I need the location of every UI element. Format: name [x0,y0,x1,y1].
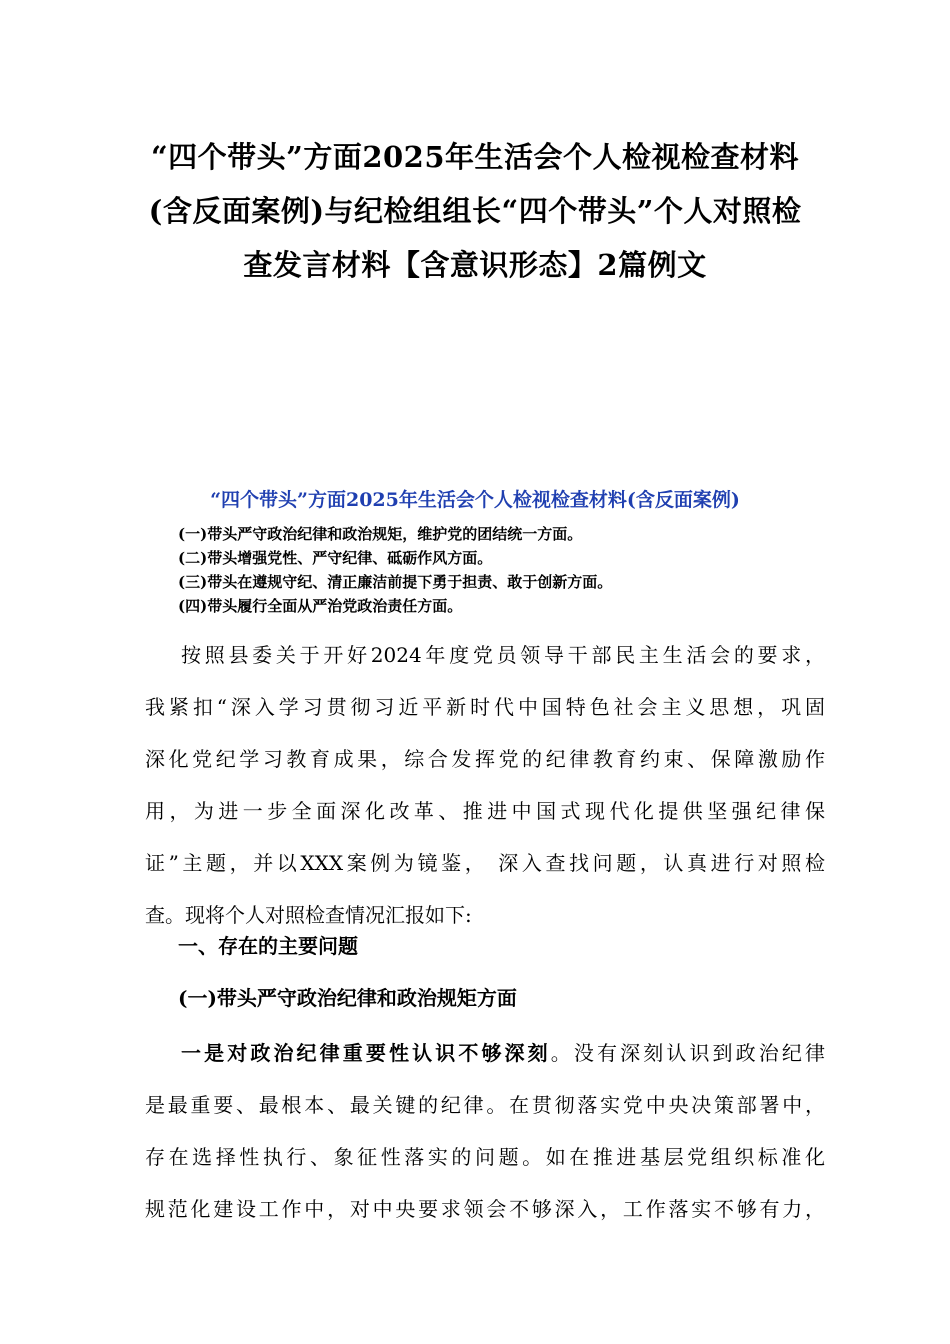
paragraph-line: 我紧扣“深入学习贯彻习近平新时代中国特色社会主义思想，巩固 [145,695,825,719]
toc-list [178,522,818,618]
paragraph-line: 深化党纪学习教育成果，综合发挥党的纪律教育约束、保障激励作 [145,747,825,771]
paragraph-line: 用，为进一步全面深化改革、推进中国式现代化提供坚强纪律保 [145,799,825,823]
heading-subsection-1: (一)带头严守政治纪律和政治规矩方面 [178,986,517,1010]
point-paragraph [145,1027,825,1235]
paragraph-line: 查。现将个人对照检查情况汇报如下: [145,903,472,927]
toc-item: (四)带头履行全面从严治党政治责任方面。 [178,597,463,615]
heading-main-problems: 一、存在的主要问题 [178,934,358,958]
toc-item: (三)带头在遵规守纪、清正廉洁前提下勇于担责、敢于创新方面。 [178,573,613,591]
intro-paragraph [145,629,825,941]
document-title [120,130,830,292]
paragraph-line [145,1027,825,1079]
toc-item: (二)带头增强党性、严守纪律、砥砺作风方面。 [178,549,493,567]
paragraph-line: 证”主题，并以XXX案例为镜鉴， 深入查找问题，认真进行对照检 [145,851,825,875]
point-lead: 一是对政治纪律重要性认识不够深刻 [181,1041,551,1065]
point-rest: 。没有深刻认识到政治纪律 [550,1041,825,1065]
paragraph-line: 按照县委关于开好2024年度党员领导干部民主生活会的要求， [181,643,825,667]
paragraph-line: 是最重要、最根本、最关键的纪律。在贯彻落实党中央决策部署中， [145,1093,825,1117]
paragraph-line: 存在选择性执行、象征性落实的问题。如在推进基层党组织标准化 [145,1145,825,1169]
title-line-3: 查发言材料【含意识形态】2篇例文 [243,248,707,282]
section-title: “四个带头”方面2025年生活会个人检视检查材料(含反面案例) [210,489,740,511]
title-line-2: (含反面案例)与纪检组组长“四个带头”个人对照检 [148,194,802,228]
paragraph-line: 规范化建设工作中，对中央要求领会不够深入，工作落实不够有力， [145,1197,825,1221]
title-line-1: “四个带头”方面2025年生活会个人检视检查材料 [150,140,800,174]
toc-item: (一)带头严守政治纪律和政治规矩，维护党的团结统一方面。 [178,525,583,543]
